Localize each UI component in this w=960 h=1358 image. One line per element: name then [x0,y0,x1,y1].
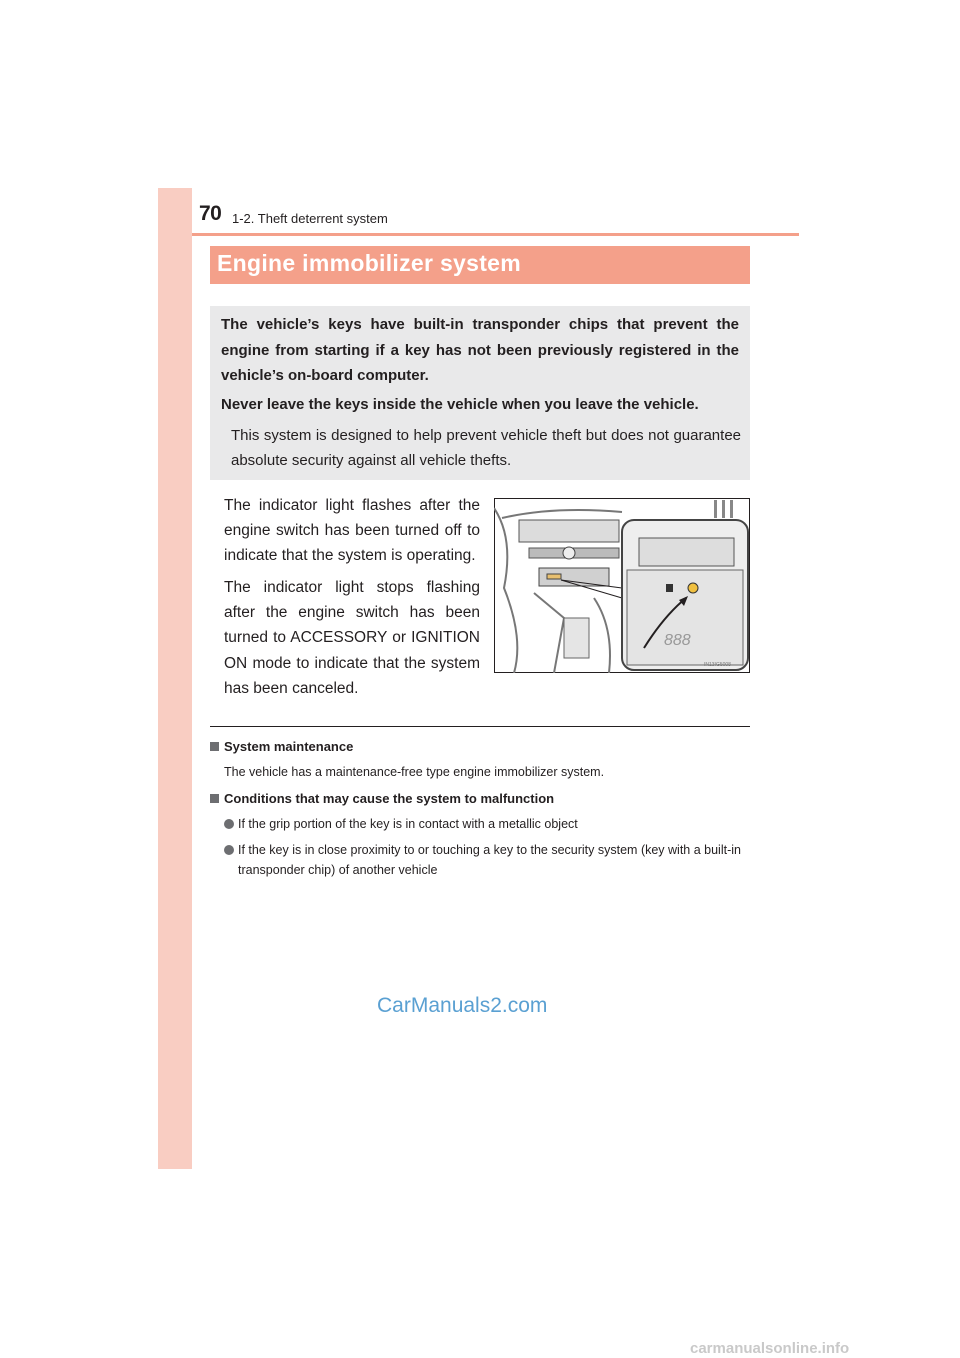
side-tab [158,188,192,1169]
note-text-maintenance: The vehicle has a maintenance-free type engine immobilizer system. [224,765,605,779]
body-paragraph-stops: The indicator light stops flashing after the engine switch has been turned to ACCESSORY or IGNITION ON mode to indicate that the system has been canceled. [224,579,480,697]
square-bullet-icon [210,742,219,751]
round-bullet-icon [224,819,234,829]
square-bullet-icon [210,794,219,803]
section-title: Engine immobilizer system [217,250,522,276]
list-item: If the grip portion of the key is in contact with a metallic object [224,815,752,835]
svg-text:888: 888 [664,632,691,649]
intro-note: This system is designed to help prevent vehicle theft but does not guarantee absolute security against all vehicle thefts. [231,427,741,469]
separator-rule [210,726,750,727]
note-heading-malfunction: Conditions that may cause the system to malfunction [210,791,554,806]
round-bullet-icon [224,845,234,855]
footer-watermark: carmanualsonline.info [690,1340,850,1357]
list-item: If the key is in close proximity to or touching a key to the security system (key with a built-in transponder chip) of another vehicle [224,841,752,880]
section-title-bar [210,246,750,284]
body-paragraph-flashes: The indicator light flashes after the engine switch has been turned off to indicate that the system is operating. [224,497,480,565]
intro-paragraph: The vehicle’s keys have built-in transponder chips that prevent the engine from starting if a key has not been previously registered in the vehicle’s on-board computer. [221,316,739,384]
watermark: CarManuals2.com [377,994,548,1017]
intro-box [210,306,750,480]
dashboard-illustration [494,498,750,673]
illustration-code: IN13IG5008 [704,662,731,668]
note-heading-maintenance: System maintenance [210,739,353,754]
page-number: 70 [199,202,222,225]
intro-warning: Never leave the keys inside the vehicle when you leave the vehicle. [221,396,699,413]
header-rule [192,233,799,236]
running-head: 1-2. Theft deterrent system [232,211,388,226]
